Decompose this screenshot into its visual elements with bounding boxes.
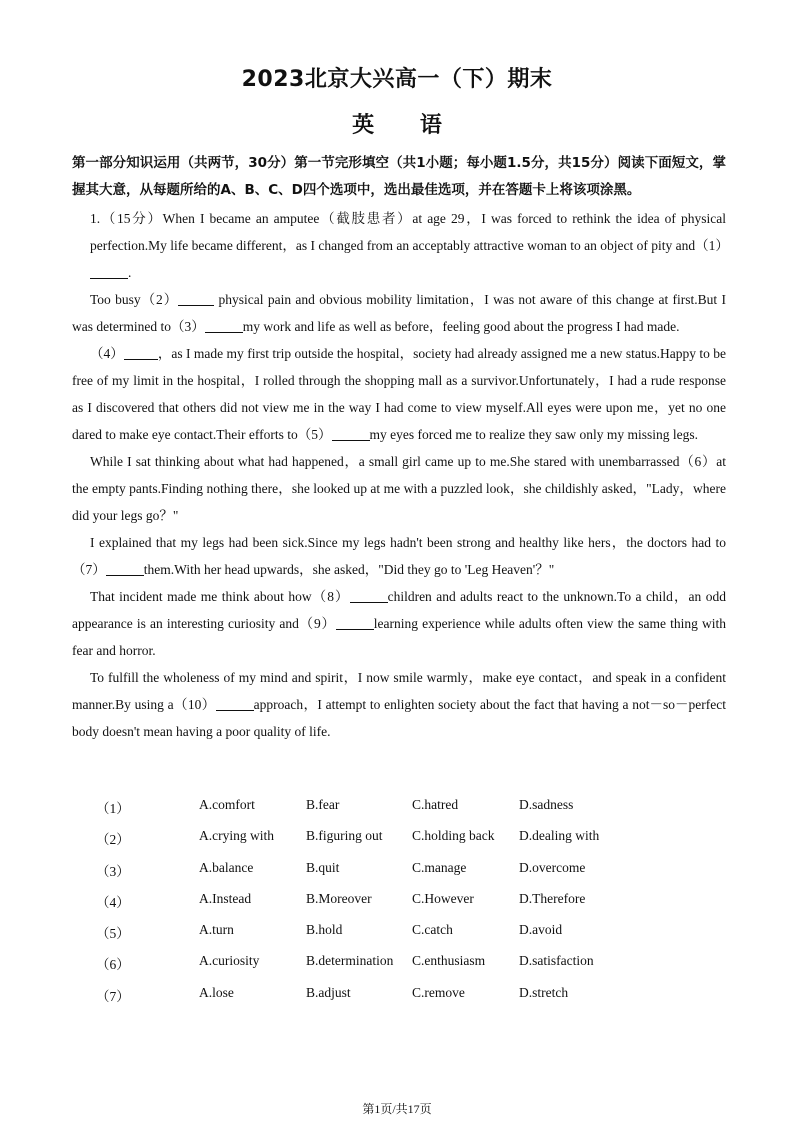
option-c: C.enthusiasm [412,953,486,969]
answer-blank [336,615,374,630]
option-a: A.turn [199,922,234,938]
option-row-4 [88,885,728,916]
option-c: C.However [412,890,474,906]
passage-paragraph-4: While I sat thinking about what had happened，a small girl came up to me.She stared with unembarrassed（6）at the empty pants.Finding nothing there，she looked up at me with a puzzled look，she childishly asked，"Lady，where did your legs go？" [72,454,726,523]
option-c: C.hatred [412,797,459,812]
question-number: （4） [96,894,130,910]
option-c: C.manage [412,859,467,875]
question-number: （7） [96,988,130,1004]
option-a: A.curiosity [199,953,260,969]
option-row-5 [88,916,728,947]
passage-paragraph-1: 1.（15分）When I became an amputee（截肢患者）at age 29，I was forced to rethink the idea of physical perfection.My life became different，as I changed from an acceptably attractive woman to an object of pity and（1）. [90,211,729,280]
answer-blank [205,318,243,333]
answer-options-table [88,791,728,1010]
page-title: 2023北京大兴高一（下）期末 [241,67,553,92]
passage-paragraph-2: Too busy（2） physical pain and obvious mobility limitation，I was not aware of this change at first.But I was determined to（3） my work and life as well as before，feeling good about the progress I had made. [72,292,726,334]
question-number: （6） [96,957,130,973]
option-a: A.lose [199,984,234,1000]
option-d: D.overcome [519,859,586,875]
passage-paragraph-3: （4） ，as I made my first trip outside the hospital，society had already assigned me a new status.Happy to be free of my limit in the hospital，I rolled through the shopping mall as a survivor.Unfortunately，I had a rude response as I discovered that others did not view me in the way I had come to view myself.All eyes were upon me，yet no one dared to make eye contact.Their efforts to（5） my eyes forced me to realize they saw only my missing legs. [72,346,726,442]
answer-blank [216,696,254,711]
answer-blank [350,588,388,603]
option-b: B.quit [306,859,340,875]
option-row-2 [88,822,728,853]
answer-blank [178,291,214,306]
answer-blank [332,426,370,441]
section-instructions: 第一部分知识运用（共两节，30分）第一节完形填空（共1小题；每小题1.5分，共15分）阅读下面短文，掌握其大意，从每题所给的A、B、C、D四个选项中，选出最佳选项，并在答题卡上将该项涂黑。 [72,155,726,198]
subject-heading: 英 语 [352,113,442,138]
question-number: （5） [96,926,130,942]
passage-paragraph-6: That incident made me think about how（8） children and adults react to the unknown.To a child，an odd appearance is an interesting curiosity and（9） learning experience while adults often view the same thing with fear and horror. [72,589,726,658]
cloze-passage [72,205,729,745]
answer-blank [90,264,128,279]
answer-blank [106,561,144,576]
option-b: B.adjust [306,984,351,1000]
option-a: A.balance [199,859,254,875]
option-c: C.remove [412,984,465,1000]
passage-paragraph-7: To fulfill the wholeness of my mind and spirit，I now smile warmly，make eye contact，and speak in a confident manner.By using a（10） approach，I attempt to enlighten society about the fact that having a not－so－perfect body doesn't mean having a poor quality of life. [72,670,726,739]
option-d: D.avoid [519,922,563,938]
option-row-3 [88,854,728,885]
question-number: （2） [96,832,130,848]
option-a: A.crying with [199,828,274,844]
option-b: B.Moreover [306,890,372,906]
option-d: D.satisfaction [519,953,594,969]
option-d: D.dealing with [519,828,600,844]
passage-paragraph-5: I explained that my legs had been sick.Since my legs hadn't been strong and healthy like hers，the doctors had to（7） them.With her head upwards，she asked，"Did they go to 'Leg Heaven'？" [72,535,726,577]
option-c: C.holding back [412,828,495,844]
option-d: D.sadness [519,797,574,812]
option-a: A.comfort [199,797,255,812]
option-row-7 [88,979,728,1010]
option-b: B.fear [306,797,340,812]
option-d: D.Therefore [519,890,586,906]
option-row-6 [88,947,728,978]
option-b: B.determination [306,953,394,969]
page-footer: 第1页/共17页 [362,1102,432,1116]
question-number: （3） [96,863,130,879]
option-c: C.catch [412,922,453,938]
answer-blank [124,345,158,360]
option-b: B.hold [306,922,343,938]
option-b: B.figuring out [306,828,383,844]
option-a: A.Instead [199,890,252,906]
option-d: D.stretch [519,984,569,1000]
option-row-1 [88,791,728,822]
question-number: （1） [96,801,130,816]
